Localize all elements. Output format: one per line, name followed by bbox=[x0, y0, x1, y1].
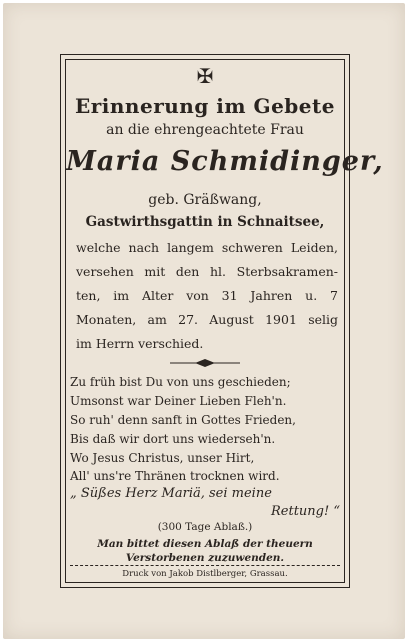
maiden-name: geb. Gräßwang, bbox=[148, 192, 262, 208]
deceased-name: Maria Schmidinger, bbox=[66, 146, 384, 177]
body-line: versehen mit den hl. Sterbsakramen- bbox=[76, 264, 338, 279]
prayer-line: „ Süßes Herz Mariä, sei meine bbox=[70, 486, 272, 501]
cross-icon: ✠ bbox=[196, 64, 214, 88]
heading: Erinnerung im Gebete bbox=[75, 94, 335, 118]
printer-divider bbox=[70, 565, 340, 566]
verse-line: Zu früh bist Du von uns geschieden; bbox=[70, 375, 291, 389]
verse-line: So ruh' denn sanft in Gottes Frieden, bbox=[70, 413, 296, 427]
body-line: ten, im Alter von 31 Jahren u. 7 bbox=[76, 288, 338, 303]
body-line: Monaten, am 27. August 1901 selig bbox=[76, 312, 338, 327]
printer-credit: Druck von Jakob Distlberger, Grassau. bbox=[122, 569, 288, 579]
prayer-line: Rettung! “ bbox=[271, 504, 340, 519]
verse-line: All' uns're Thränen trocknen wird. bbox=[70, 469, 280, 483]
body-line: welche nach langem schweren Leiden, bbox=[76, 240, 338, 255]
occupation: Gastwirthsgattin in Schnaitsee, bbox=[85, 214, 325, 230]
indulgence-note: (300 Tage Ablaß.) bbox=[157, 521, 253, 533]
subtitle: an die ehrengeachtete Frau bbox=[106, 122, 304, 138]
request-line: Man bittet diesen Ablaß der theuern bbox=[97, 538, 313, 550]
body-line: im Herrn verschied. bbox=[76, 336, 204, 351]
verse-line: Bis daß wir dort uns wiederseh'n. bbox=[70, 432, 276, 446]
request-line: Verstorbenen zuzuwenden. bbox=[125, 552, 285, 564]
verse-line: Wo Jesus Christus, unser Hirt, bbox=[70, 451, 255, 465]
ornament-divider bbox=[170, 359, 240, 367]
verse-line: Umsonst war Deiner Lieben Fleh'n. bbox=[70, 394, 287, 408]
